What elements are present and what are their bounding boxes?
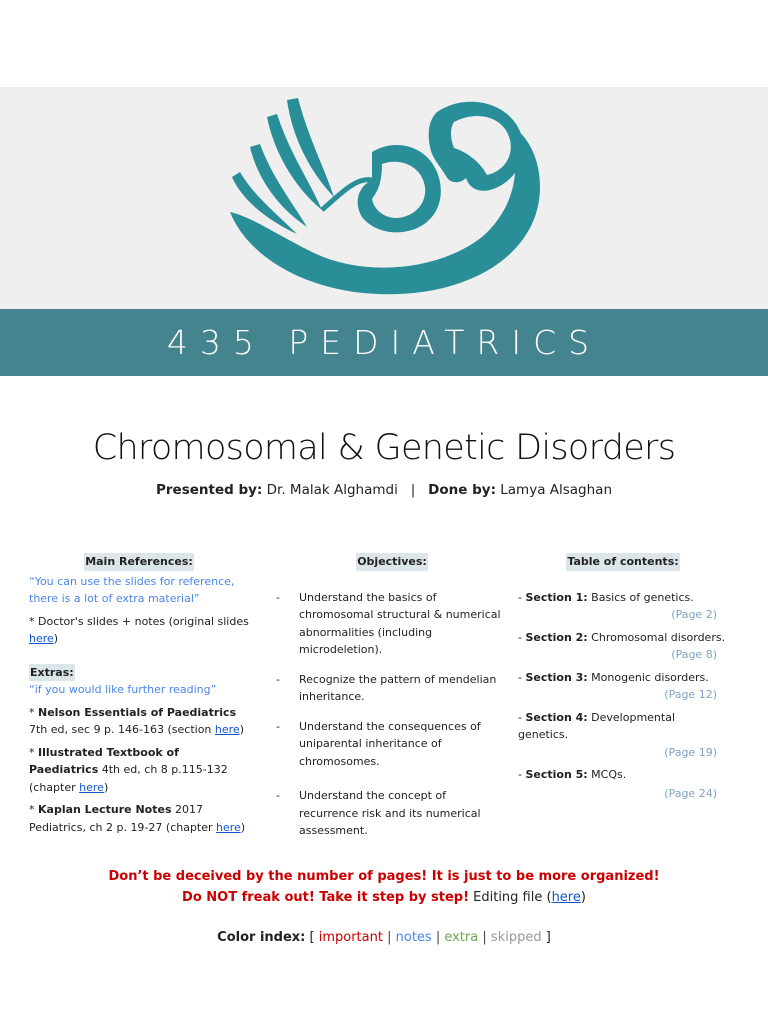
doctor-slides-link[interactable]: here (29, 632, 54, 645)
hero-section (0, 87, 768, 309)
objectives-header: Objectives: (356, 553, 428, 571)
book-ref-kaplan: * Kaplan Lecture Notes 2017 Pediatrics, ch 2 p. 19-27 (chapter here) (29, 803, 246, 834)
course-name: 435 PEDIATRICS (166, 323, 602, 362)
course-banner (0, 309, 768, 376)
objective-item: - Understand the consequences of uniparental inheritance of chromosomes. (276, 719, 481, 768)
toc-column (518, 553, 728, 802)
extras-note: “if you would like further reading” (29, 683, 217, 696)
presenter-name: Dr. Malak Alghamdi (266, 482, 398, 498)
book-ref-nelson: * Nelson Essentials of Paediatrics 7th ed, sec 9 p. 146-163 (section here) (29, 705, 244, 736)
references-column (29, 553, 249, 836)
color-skipped: skipped (490, 930, 542, 945)
objective-item: - Understand the basics of chromosomal structural & numerical abnormalities (including microdeletion). (276, 590, 501, 656)
toc-header: Table of contents: (566, 553, 679, 571)
warning-note: Don’t be deceived by the number of pages! It is just to be more organized! Do NOT freak out! Take it step by step! Editing file (here) (0, 866, 768, 908)
warning-line-2: Do NOT freak out! Take it step by step! (182, 890, 470, 905)
objective-item: - Recognize the pattern of mendelian inheritance. (276, 672, 497, 703)
objectives-column (276, 553, 508, 840)
toc-item[interactable]: - Section 4: Developmental genetics. (Page 19) (518, 710, 717, 759)
byline (0, 482, 768, 498)
objective-item: - Understand the concept of recurrence risk and its numerical assessment. (276, 789, 481, 837)
toc-item[interactable]: - Section 1: Basics of genetics. (Page 2) (518, 590, 717, 621)
toc-item[interactable]: - Section 3: Monogenic disorders. (Page 12) (518, 670, 717, 701)
baby-in-hand-logo-icon (222, 92, 546, 302)
color-index-label: Color index: (217, 930, 306, 945)
color-extra: extra (444, 930, 479, 945)
nelson-link[interactable]: here (214, 723, 240, 736)
kaplan-link[interactable]: here (216, 820, 241, 834)
toc-item[interactable]: - Section 5: MCQs. (Page 24) (518, 768, 717, 800)
page-title: Chromosomal & Genetic Disorders (92, 428, 676, 468)
book-ref-illustrated: * Illustrated Textbook of Paediatrics 4th ed, ch 8 p.115-132 (chapter here) (29, 745, 228, 794)
done-label: Done by: (428, 482, 496, 498)
author-name: Lamya Alsaghan (500, 482, 613, 498)
doctor-slides-ref: * Doctor's slides + notes (original slides here) (29, 614, 249, 645)
toc-item[interactable]: - Section 2: Chromosomal disorders. (Page 8) (518, 630, 726, 661)
presented-label: Presented by: (155, 482, 263, 498)
references-header: Main References: (84, 553, 194, 571)
editing-file-link[interactable]: here (551, 890, 581, 905)
color-notes: notes (395, 930, 432, 945)
color-important: important (318, 930, 383, 945)
byline-separator: | (410, 482, 416, 498)
warning-line-1: Don’t be deceived by the number of pages! It is just to be more organized! (108, 869, 660, 884)
extras-header: Extras: (29, 664, 75, 682)
color-index: Color index: [ important | notes | extra | skipped ] (217, 930, 551, 945)
illustrated-link[interactable]: here (79, 780, 104, 794)
references-note: “You can use the slides for reference, there is a lot of extra material” (29, 574, 235, 605)
